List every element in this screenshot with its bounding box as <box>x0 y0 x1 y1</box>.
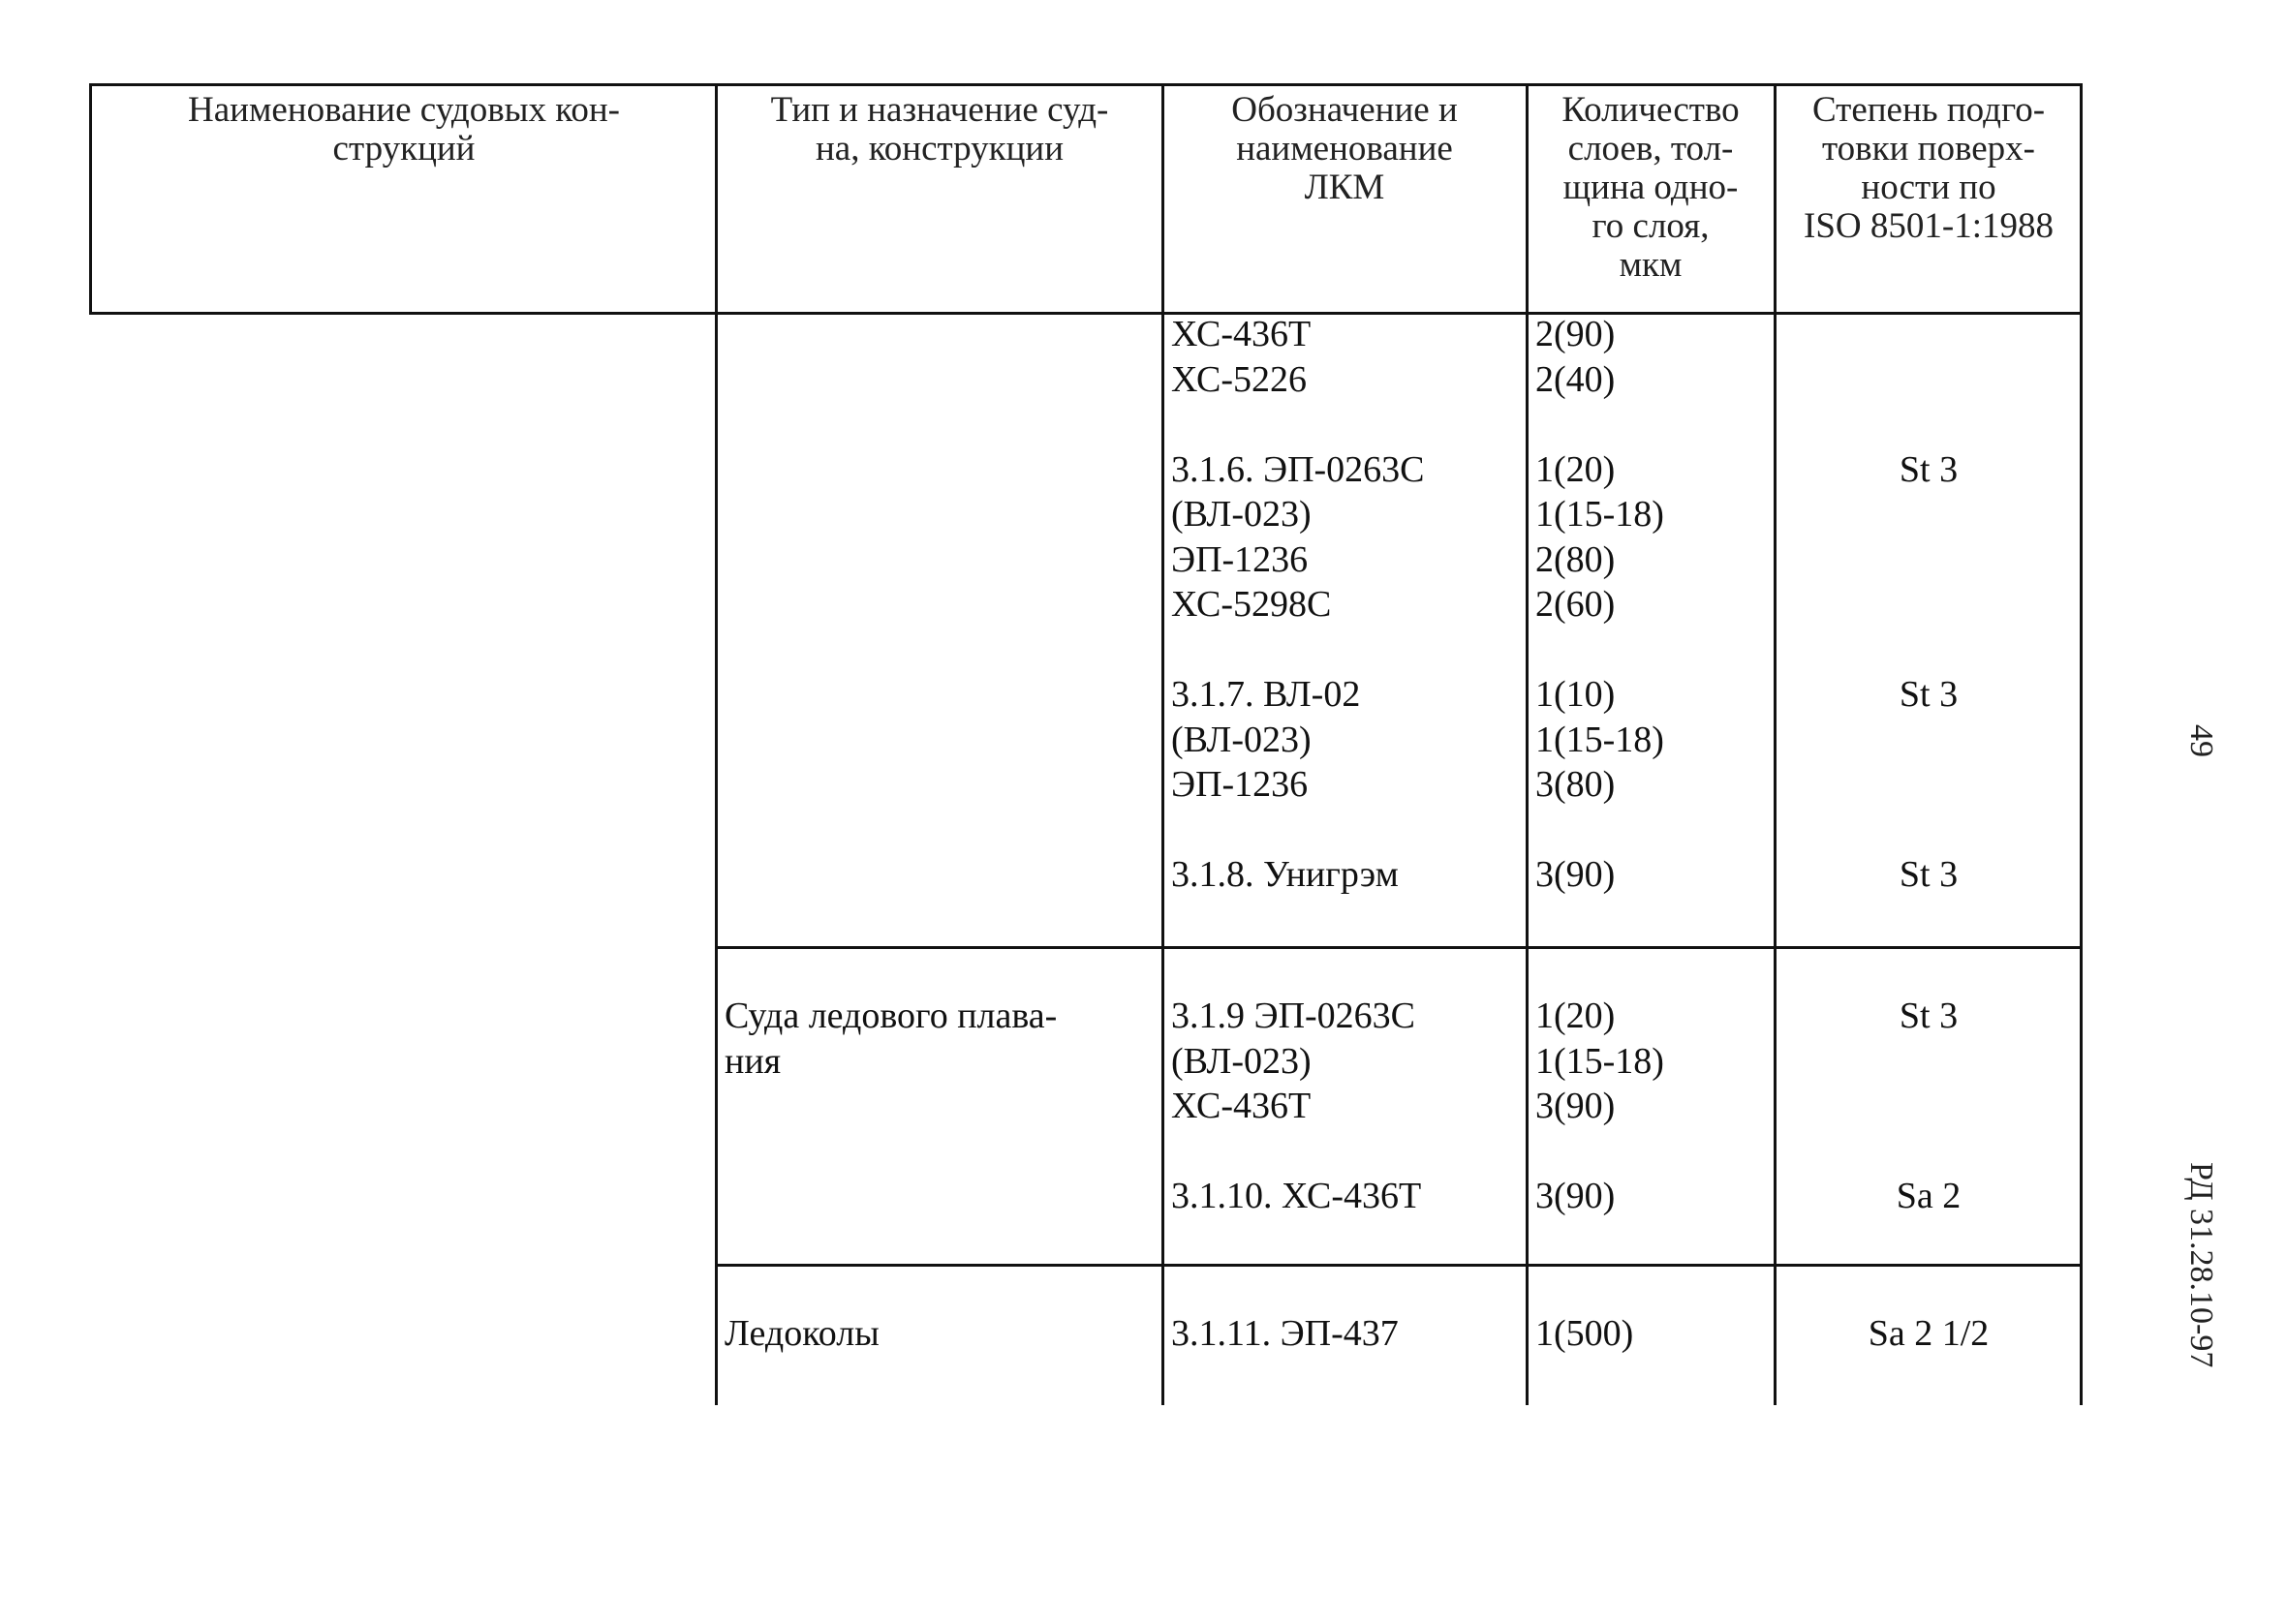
table-left-border <box>89 83 92 312</box>
header-surface-prep: Степень подго- товки поверх- ности по ISO 8501-1:1988 <box>1804 90 2054 246</box>
header-coating-name: Обозначение и наименование ЛКМ <box>1231 90 1458 207</box>
col1-right-border <box>715 83 718 1405</box>
col4-right-border <box>1774 83 1777 1405</box>
header-structure-name: Наименование судовых кон- струкций <box>188 90 620 169</box>
block1-surface-prep: St 3 St 3 St 3 <box>1899 448 1959 895</box>
document-code: РД 31.28.10-97 <box>2183 1162 2219 1368</box>
block3-surface-prep: Sa 2 1/2 <box>1868 1313 1990 1354</box>
block2-layers: 1(20) 1(15-18) 3(90) 3(90) <box>1535 996 1664 1216</box>
block3-vessel-type: Ледоколы <box>725 1313 880 1354</box>
col3-right-border <box>1526 83 1529 1405</box>
block2-surface-prep: St 3 Sa 2 <box>1896 996 1962 1216</box>
header-vessel-type: Тип и назначение суд- на, конструкции <box>770 90 1109 169</box>
page-number: 49 <box>2183 724 2219 757</box>
table-top-border <box>89 83 2083 86</box>
block2-materials: 3.1.9 ЭП-0263С (ВЛ-023) ХС-436Т 3.1.10. ХС-436Т <box>1171 996 1422 1216</box>
block1-materials: ХС-436Т ХС-5226 3.1.6. ЭП-0263С (ВЛ-023) ЭП-1236 ХС-5298С 3.1.7. ВЛ-02 (ВЛ-023) ЭП-1236 3.1.8. Унигрэм <box>1171 314 1425 895</box>
block2-bottom-border <box>715 1264 2083 1267</box>
header-layer-count: Количество слоев, тол- щина одно- го слоя, мкм <box>1561 90 1740 285</box>
block1-bottom-border <box>715 946 2083 949</box>
block1-layers: 2(90) 2(40) 1(20) 1(15-18) 2(80) 2(60) 1(10) 1(15-18) 3(80) 3(90) <box>1535 314 1664 895</box>
block2-vessel-type: Суда ледового плава- ния <box>725 996 1058 1082</box>
col2-right-border <box>1161 83 1164 1405</box>
block3-layers: 1(500) <box>1535 1313 1634 1354</box>
table-right-border <box>2080 83 2083 1405</box>
block3-materials: 3.1.11. ЭП-437 <box>1171 1313 1399 1354</box>
coating-table <box>89 83 2083 1405</box>
